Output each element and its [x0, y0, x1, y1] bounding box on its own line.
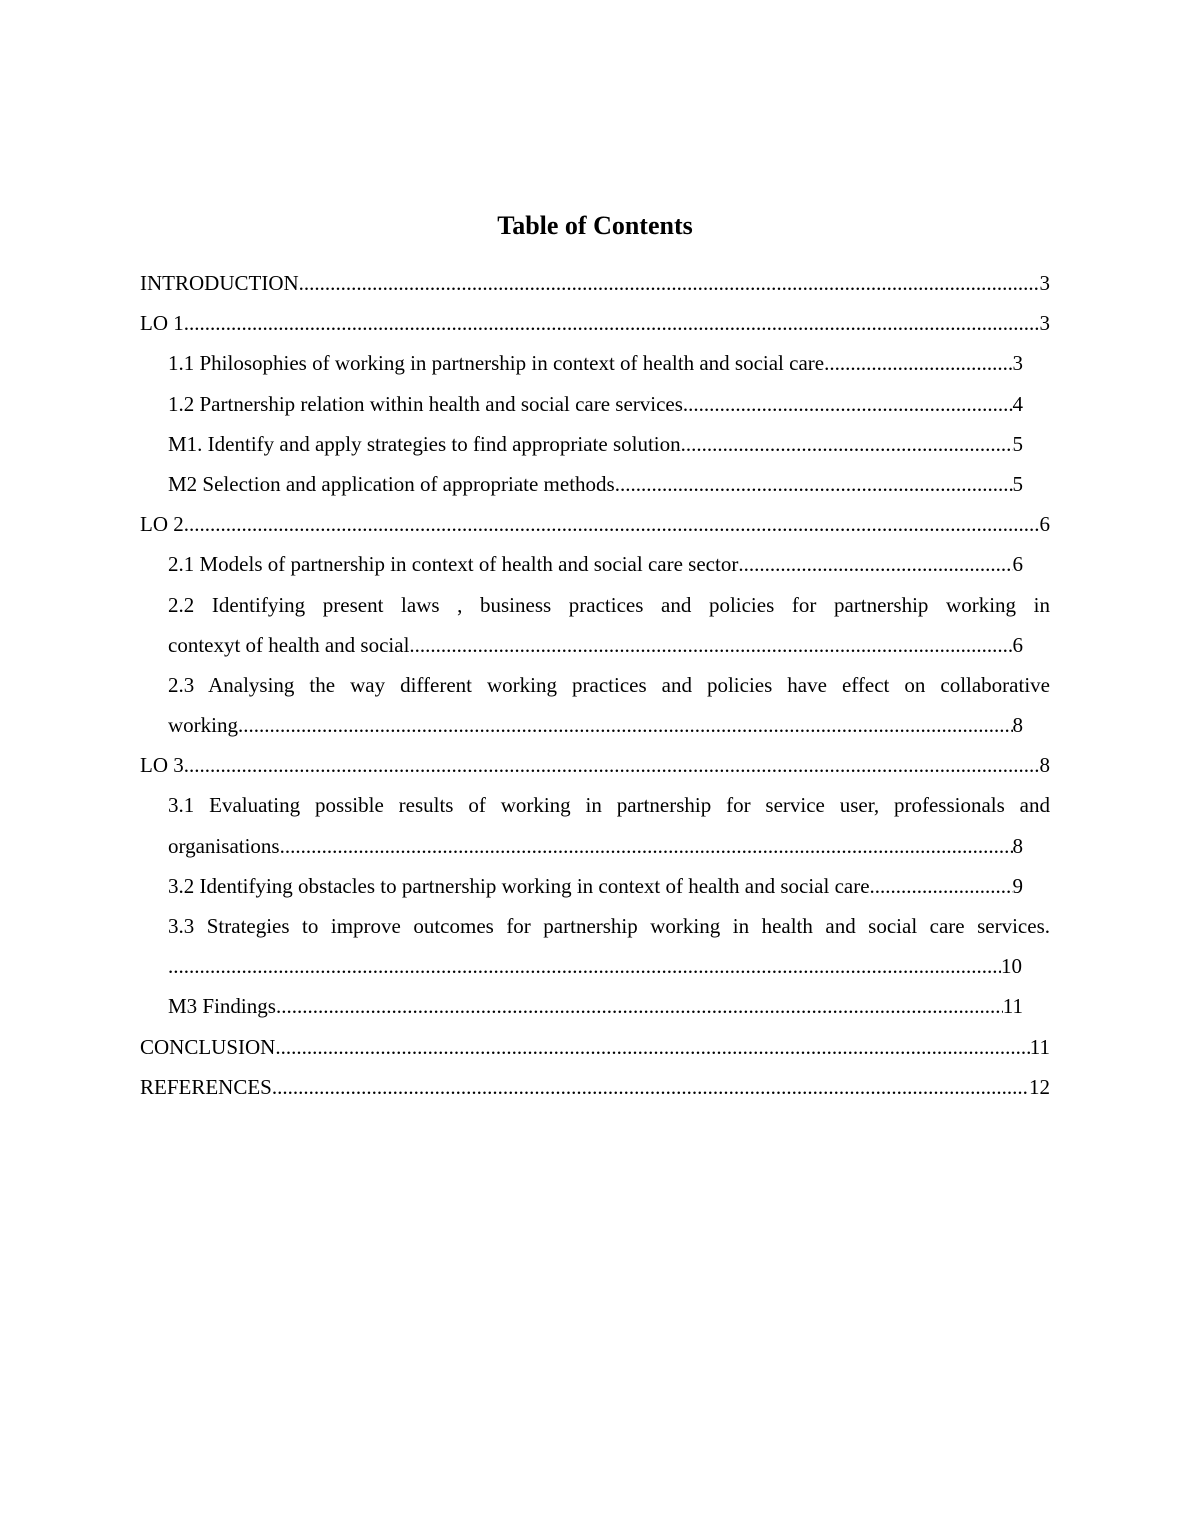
table-of-contents — [0, 263, 1190, 1107]
toc-page-number: 3 — [1039, 311, 1050, 336]
toc-title: Table of Contents — [497, 211, 693, 240]
toc-entry-label: INTRODUCTION — [140, 271, 299, 295]
toc-dot-leader — [275, 1027, 1029, 1067]
toc-dot-leader — [409, 625, 1012, 665]
toc-entry-2-1[interactable] — [168, 544, 1023, 584]
toc-dot-leader — [615, 464, 1013, 504]
toc-entry-1-1[interactable] — [168, 343, 1023, 383]
toc-page-number: 4 — [1012, 391, 1023, 416]
toc-entry-label-line2: contexyt of health and social — [168, 632, 410, 657]
toc-entry-lo3[interactable] — [140, 745, 1050, 785]
toc-entry-3-3[interactable] — [0, 906, 1190, 986]
toc-dot-leader — [184, 303, 1040, 343]
toc-page-number: 11 — [1029, 1034, 1050, 1059]
toc-entry-label: M2 Selection and application of appropriate methods — [168, 471, 615, 496]
toc-page-number: 6 — [1039, 512, 1050, 537]
toc-entry-line2 — [168, 625, 1023, 665]
toc-dot-leader — [683, 384, 1013, 424]
toc-entry-label: 3.2 Identifying obstacles to partnership working in context of health and social care — [168, 873, 870, 898]
toc-page-number: 8 — [1012, 833, 1023, 858]
toc-entry-introduction[interactable] — [140, 263, 1050, 303]
toc-page-number: 11 — [1002, 994, 1023, 1019]
toc-dot-leader — [870, 866, 1013, 906]
toc-entry-references[interactable] — [140, 1067, 1050, 1107]
toc-dot-leader — [276, 986, 1003, 1026]
toc-entry-m1[interactable] — [168, 424, 1023, 464]
toc-entry-line2 — [168, 946, 1022, 986]
toc-entry-label: M3 Findings — [168, 994, 276, 1019]
toc-entry-label: 1.1 Philosophies of working in partnership in context of health and social care — [168, 351, 825, 376]
toc-entry-label-line1: 2.3 Analysing the way different working practices and policies have effect on collaborative — [168, 672, 1050, 697]
toc-entry-label-line2: organisations — [168, 833, 280, 858]
toc-dot-leader — [168, 946, 1001, 986]
toc-entry-label: 1.2 Partnership relation within health and social care services — [168, 391, 683, 416]
toc-entry-m2[interactable] — [168, 464, 1023, 504]
toc-dot-leader — [184, 504, 1040, 544]
toc-page-number: 5 — [1012, 431, 1023, 456]
toc-dot-leader — [299, 263, 1040, 303]
toc-dot-leader — [184, 745, 1040, 785]
toc-dot-leader — [824, 343, 1012, 383]
toc-entry-m3[interactable] — [168, 986, 1023, 1026]
toc-entry-label-line1: 3.1 Evaluating possible results of working in partnership for service user, professionals and — [168, 793, 1050, 818]
toc-entry-label: LO 2 — [140, 512, 184, 537]
toc-page-number: 6 — [1012, 632, 1023, 657]
toc-entry-label-line1: 2.2 Identifying present laws , business practices and policies for partnership working in — [168, 592, 1050, 617]
toc-entry-label-line1: 3.3 Strategies to improve outcomes for partnership working in health and social care services. — [168, 914, 1050, 938]
toc-entry-label: LO 1 — [140, 311, 184, 336]
toc-entry-lo1[interactable] — [140, 303, 1050, 343]
toc-entry-2-3[interactable] — [0, 665, 1190, 745]
toc-entry-label: M1. Identify and apply strategies to find appropriate solution — [168, 431, 681, 456]
toc-entry-label-line2: working — [168, 713, 238, 738]
toc-entry-3-2[interactable] — [168, 866, 1023, 906]
toc-page-number: 5 — [1012, 471, 1023, 496]
toc-page-number: 8 — [1039, 753, 1050, 778]
toc-page-number: 3 — [1012, 351, 1023, 376]
toc-page-number: 8 — [1012, 713, 1023, 738]
toc-page-number: 6 — [1012, 552, 1023, 577]
toc-entry-line2 — [168, 705, 1023, 745]
toc-entry-label: 2.1 Models of partnership in context of health and social care sector — [168, 552, 739, 577]
toc-page-number: 3 — [1039, 271, 1050, 295]
toc-entry-label: REFERENCES — [140, 1074, 272, 1099]
toc-entry-conclusion[interactable] — [140, 1027, 1050, 1067]
toc-entry-line2 — [168, 826, 1023, 866]
toc-entry-2-2[interactable] — [0, 585, 1190, 665]
toc-dot-leader — [738, 544, 1012, 584]
toc-entry-lo2[interactable] — [140, 504, 1050, 544]
toc-entry-3-1[interactable] — [0, 785, 1190, 865]
toc-page-number: 12 — [1029, 1074, 1050, 1099]
toc-dot-leader — [238, 705, 1013, 745]
toc-page-number: 10 — [1001, 954, 1022, 979]
toc-entry-label: CONCLUSION — [140, 1034, 276, 1059]
toc-dot-leader — [280, 826, 1013, 866]
toc-page-number: 9 — [1012, 873, 1023, 898]
toc-entry-1-2[interactable] — [168, 384, 1023, 424]
toc-dot-leader — [681, 424, 1013, 464]
toc-dot-leader — [272, 1067, 1029, 1107]
toc-entry-label: LO 3 — [140, 753, 184, 778]
